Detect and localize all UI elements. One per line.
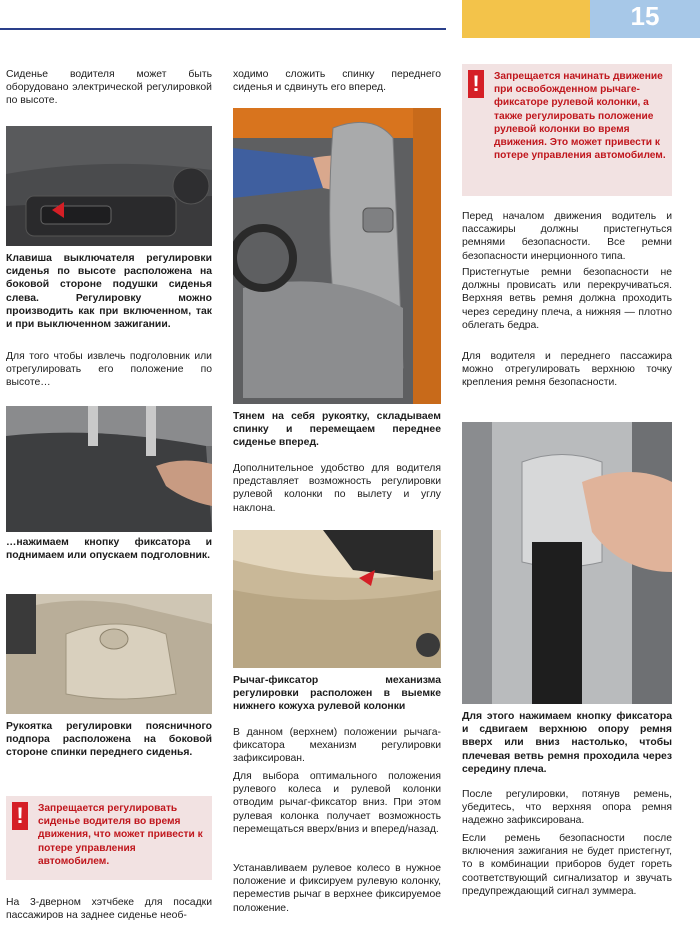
warning-icon: ! (12, 802, 28, 830)
warning-box-steering (462, 64, 672, 196)
photo-steering-lever (233, 530, 441, 668)
caption-seat-fold: Тянем на себя рукоятку, складываем спинку и перемещаем переднее сиденье вперед. (233, 411, 441, 449)
warning-text-steering: Запрещается начинать движение при освобожденном рычаге-фиксаторе рулевой колонки, а также регулировать положение рулевой колонки во время движения. Это может привести к потере управления автомобилем. (494, 71, 666, 162)
fix-column-text: Устанавливаем рулевое колесо в нужное положение и фиксируем рулевую колонку, переместив рычаг в верхнее фиксируемое положение. (233, 863, 441, 914)
caption-headrest: …нажимаем кнопку фиксатора и поднимаем или опускаем подголовник. (6, 537, 212, 562)
photo-headrest (6, 406, 212, 532)
belt-warning-text: Если ремень безопасности после включения зажигания не будет пристегнут, то в комбинации приборов будет гореть соответствующий сигнализатор и звучать предупреждающий сигнал зуммера. (462, 833, 672, 897)
steering-text: Дополнительное удобство для водителя представляет возможность регулировки рулевой колонки по вылету и углу наклона. (233, 463, 441, 514)
seatbelt-intro-text: Перед началом движения водитель и пассажиры должны пристегнуться ремнями безопасности. Все ремни безопасности инерционного типа. (462, 211, 672, 262)
lever-locked-text: В данном (верхнем) положении рычага-фиксатора механизм регулировки зафиксирован. (233, 727, 441, 765)
header-rule (0, 0, 446, 30)
photo-lumbar (6, 594, 212, 714)
warning-text-seat: Запрещается регулировать сиденье водителя во время движения, что может привести к потере управления автомобилем. (38, 803, 203, 867)
page-number: 15 (590, 0, 700, 38)
belt-check-text: После регулировки, потянув ремень, убедитесь, что верхняя опора ремня надежно зафиксирована. (462, 789, 672, 827)
photo-seat-switch (6, 126, 212, 246)
header-color-block (462, 0, 590, 38)
photo-seat-fold (233, 108, 441, 404)
adjust-column-text: Для выбора оптимального положения рулевого колеса и рулевой колонки отводим рычаг-фиксатор вниз. При этом рулевая колонка получает возможность перемещаться вверх/вниз и вперед/назад. (233, 771, 441, 835)
intro-text: Сиденье водителя может быть оборудовано электрической регулировкой по высоте. (6, 69, 212, 107)
caption-steering-lever: Рычаг-фиксатор механизма регулировки расположен в выемке нижнего кожуха рулевой колонки (233, 675, 441, 713)
caption-belt-anchor: Для этого нажимаем кнопку фиксатора и сдвигаем верхнюю опору ремня вверх или вниз настолько, чтобы плечевая ветвь ремня проходила через середину плеча. (462, 711, 672, 775)
seatbelt-rules-text: Пристегнутые ремни безопасности не должны провисать или перекручиваться. Верхняя ветвь ремня должна проходить через середину плеча, а нижняя — плотно облегать бедра. (462, 267, 672, 331)
fold-seat-text: ходимо сложить спинку переднего сиденья и сдвинуть его вперед. (233, 69, 441, 94)
seatbelt-height-text: Для водителя и переднего пассажира можно отрегулировать верхнюю точку крепления ремня безопасности. (462, 351, 672, 389)
hatchback-text: На 3-дверном хэтчбеке для посадки пассажиров на заднее сиденье необ- (6, 897, 212, 922)
warning-icon: ! (468, 70, 484, 98)
caption-seat-switch: Клавиша выключателя регулировки сиденья по высоте расположена на боковой стороне подушки сиденья слева. Регулировку можно производить как при включенном, так и при выключенном зажигании. (6, 253, 212, 331)
photo-belt-anchor (462, 422, 672, 704)
warning-box-seat (6, 796, 212, 880)
headrest-text: Для того чтобы извлечь подголовник или отрегулировать его положение по высоте… (6, 351, 212, 389)
caption-lumbar: Рукоятка регулировки поясничного подпора расположена на боковой стороне спинки переднего сиденья. (6, 721, 212, 759)
